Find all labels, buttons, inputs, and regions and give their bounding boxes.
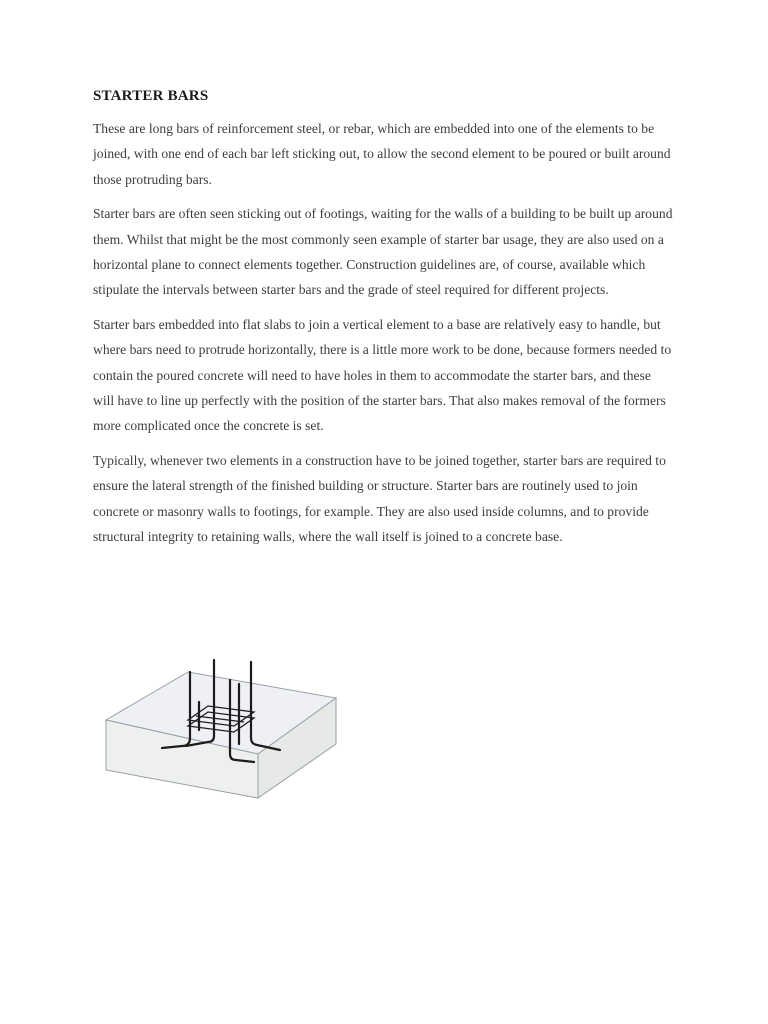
paragraph-1: These are long bars of reinforcement steel, or rebar, which are embedded into one of the elements to be joined, with one end of each bar left sticking out, to allow the second element to be poured or built around those protruding bars. (93, 121, 671, 187)
paragraph-4: Typically, whenever two elements in a construction have to be joined together, starter bars are required to ensure the lateral strength of the finished building or structure. Starter bars are routinely used to join concrete or masonry walls to footings, for example. They are also used inside columns, and to provide structural integrity to retaining walls, where the wall itself is joined to a concrete base. (93, 453, 666, 544)
starter-bars-illustration (104, 658, 340, 800)
paragraph-3: Starter bars embedded into flat slabs to join a vertical element to a base are relatively easy to handle, but where bars need to protrude horizontally, there is a little more work to be done, because formers needed to contain the poured concrete will need to have holes in them to accommodate the starter bars, and these will have to line up perfectly with the position of the starter bars. That also makes removal of the formers more complicated once the concrete is set. (93, 317, 672, 434)
section-heading: STARTER BARS (93, 88, 209, 104)
footing-diagram (104, 658, 340, 800)
document-body (93, 86, 673, 559)
paragraph-2: Starter bars are often seen sticking out of footings, waiting for the walls of a building to be built up around them. Whilst that might be the most commonly seen example of starter bar usage, they are also used on a horizontal plane to connect elements together. Construction guidelines are, of course, available which stipulate the intervals between starter bars and the grade of steel required for different projects. (93, 206, 673, 298)
